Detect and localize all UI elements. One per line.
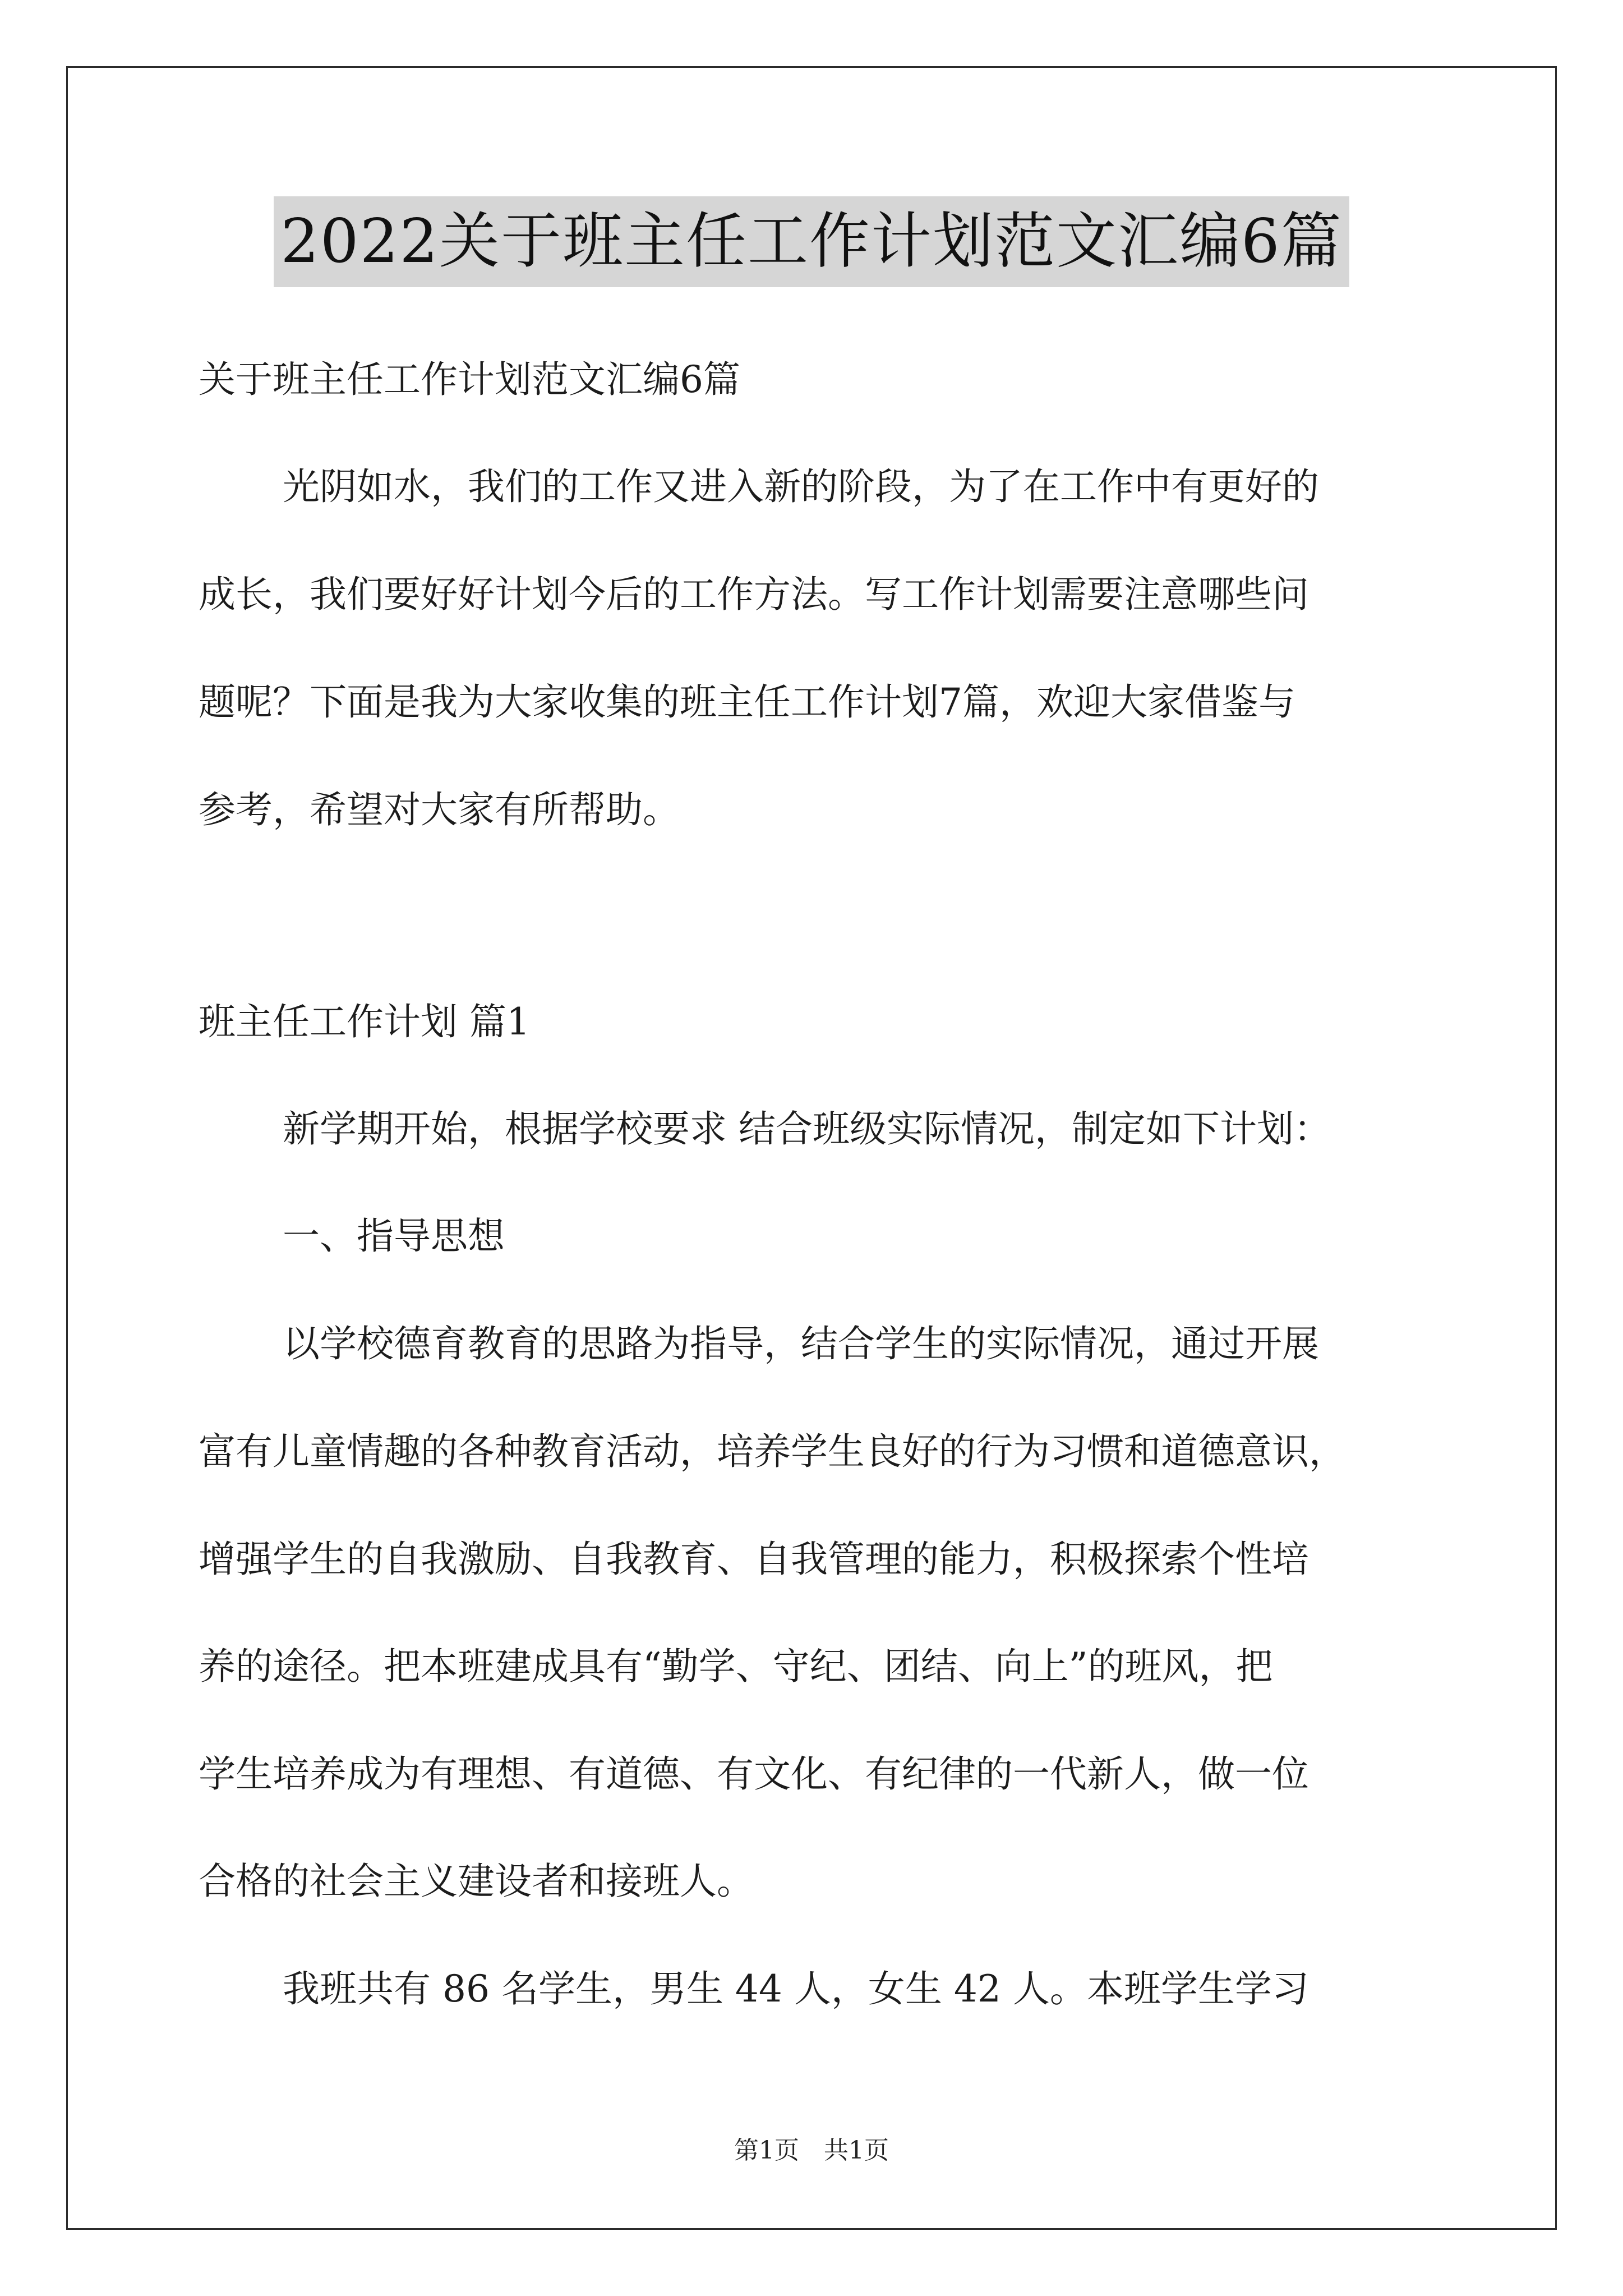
section-heading: 班主任工作计划 篇1 bbox=[199, 1000, 530, 1043]
intro-line-4: 参考，希望对大家有所帮助。 bbox=[199, 788, 680, 831]
guidance-line-4: 养的途径。把本班建成具有“勤学、守纪、团结、向上”的班风，把 bbox=[199, 1645, 1273, 1688]
section-intro: 新学期开始，根据学校要求 结合班级实际情况，制定如下计划： bbox=[283, 1107, 1331, 1151]
guidance-line-6: 合格的社会主义建设者和接班人。 bbox=[199, 1860, 754, 1903]
intro-line-2: 成长，我们要好好计划今后的工作方法。写工作计划需要注意哪些问 bbox=[199, 573, 1309, 616]
guidance-line-5: 学生培养成为有理想、有道德、有文化、有纪律的一代新人，做一位 bbox=[199, 1752, 1309, 1796]
guidance-line-2: 富有儿童情趣的各种教育活动，培养学生良好的行为习惯和道德意识， bbox=[199, 1430, 1346, 1473]
page-number-footer: 第1页 共1页 bbox=[734, 2136, 889, 2165]
class-info-line: 我班共有 86 名学生，男生 44 人，女生 42 人。本班学生学习 bbox=[283, 1967, 1309, 2010]
title-container bbox=[0, 196, 1623, 287]
document-subtitle: 关于班主任工作计划范文汇编6篇 bbox=[199, 358, 740, 401]
document-title: 2022关于班主任工作计划范文汇编6篇 bbox=[274, 196, 1349, 287]
subheading-guidance: 一、指导思想 bbox=[283, 1214, 505, 1258]
guidance-line-1: 以学校德育教育的思路为指导，结合学生的实际情况，通过开展 bbox=[283, 1322, 1319, 1365]
guidance-line-3: 增强学生的自我激励、自我教育、自我管理的能力，积极探索个性培 bbox=[199, 1538, 1309, 1581]
intro-line-1: 光阴如水，我们的工作又进入新的阶段，为了在工作中有更好的 bbox=[283, 465, 1319, 508]
intro-line-3: 题呢？下面是我为大家收集的班主任工作计划7篇，欢迎大家借鉴与 bbox=[199, 680, 1295, 724]
